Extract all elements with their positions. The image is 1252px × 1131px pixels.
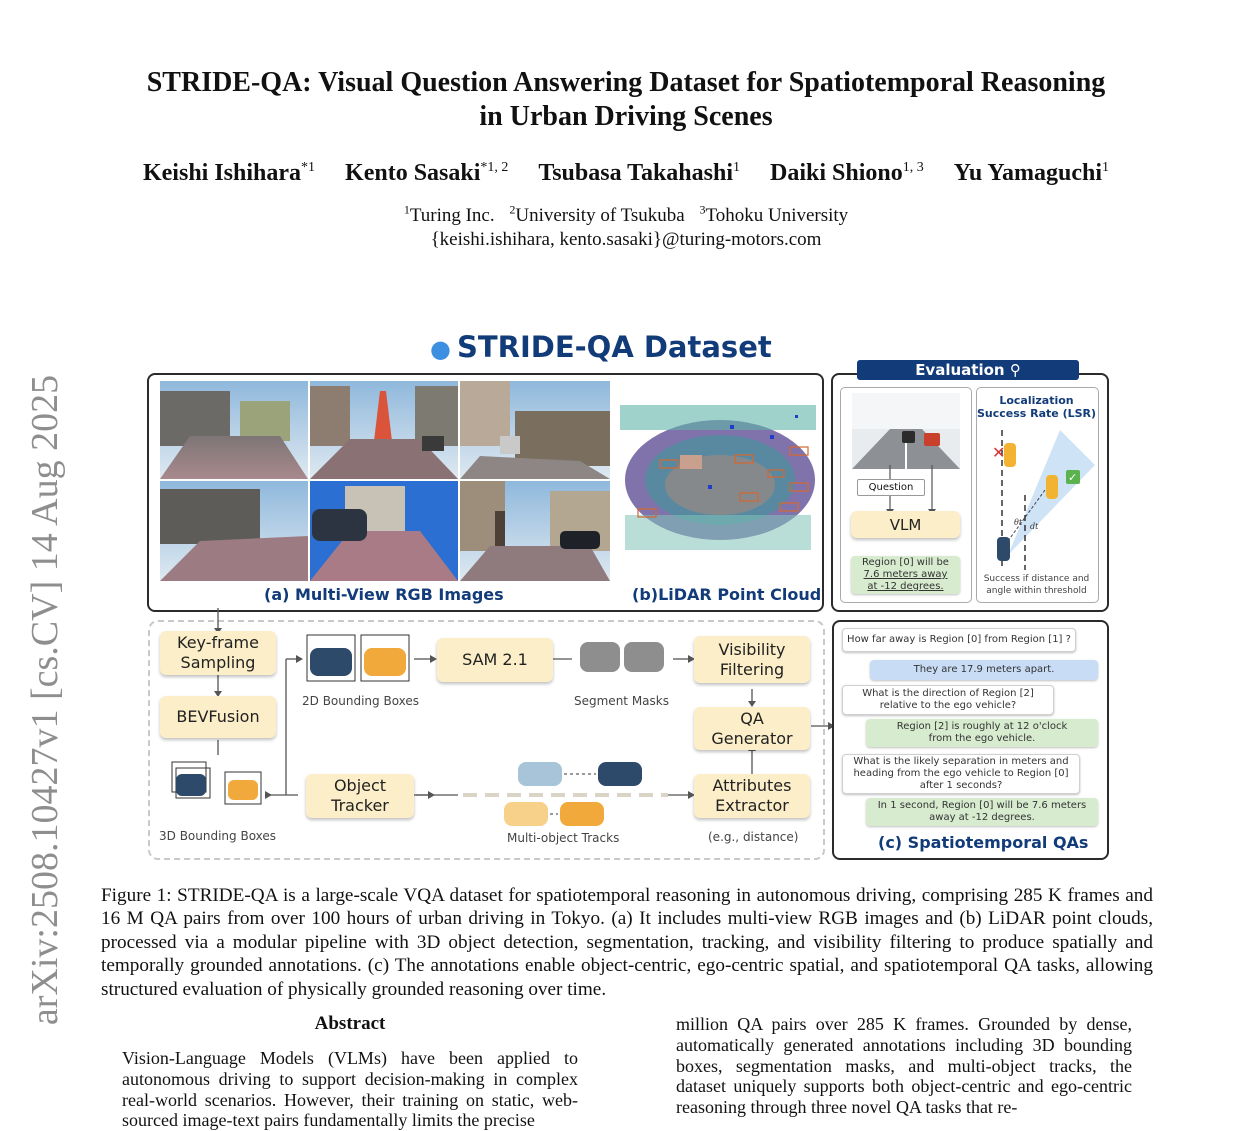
author: Kento Sasaki$^{*1, 2}$: [345, 160, 509, 186]
keyframe-sampling-box: Key-frame Sampling: [160, 631, 276, 675]
qa-answer: In 1 second, Region [0] will be 7.6 meters away at -12 degrees.: [866, 798, 1098, 826]
visibility-filtering-box: Visibility Filtering: [694, 636, 810, 683]
abstract-right-column: million QA pairs over 285 K frames. Grounded by dense, automatically generated annotations including 3D bounding boxes, segmentation masks, and multi-object tracks, the dataset uniquely supports both object-centric and ego-centric reasoning through three novel QA tasks that re-: [676, 1014, 1132, 1118]
title-line-2: in Urban Driving Scenes: [479, 101, 773, 132]
magnifier-icon: ⚲: [1009, 361, 1021, 379]
vlm-box: VLM: [851, 511, 960, 538]
multi-object-tracks: [500, 758, 650, 830]
evaluation-header: Evaluation ⚲: [857, 360, 1079, 380]
segment-mask-cars: [578, 636, 668, 676]
svg-text:✓: ✓: [1068, 471, 1078, 484]
lsr-title: Localization Success Rate (LSR): [976, 394, 1097, 420]
qa-generator-box: QA Generator: [694, 707, 810, 750]
bevfusion-box: BEVFusion: [160, 696, 276, 738]
multi-view-images: [160, 381, 610, 581]
theta-label: θt: [1014, 518, 1023, 527]
panel-c-label: (c) Spatiotemporal QAs: [878, 833, 1089, 852]
abstract-heading: Abstract: [314, 1013, 386, 1034]
camera-view-rear-left: [160, 481, 308, 581]
camera-view-front-left: [160, 381, 308, 479]
title-line-1: STRIDE-QA: Visual Question Answering Dataset for Spatiotemporal Reasoning: [146, 67, 1106, 98]
object-tracker-box: Object Tracker: [306, 774, 414, 818]
segment-masks-label: Segment Masks: [574, 694, 669, 708]
author: Keishi Ishihara$^{*1}$: [142, 160, 316, 186]
author-list: [0, 160, 1252, 187]
camera-view-front-right: [460, 381, 610, 479]
attributes-note: (e.g., distance): [708, 830, 799, 844]
bbox-2d-cars: [306, 634, 410, 682]
footprints-icon: ●: [430, 335, 451, 363]
figure-caption: Figure 1: STRIDE-QA is a large-scale VQA dataset for spatiotemporal reasoning in autonomous driving, comprising 285 K frames and 16 M QA pairs from over 100 hours of urban driving in Tokyo. (a) It includes multi-view RGB images and (b) LiDAR point clouds, processed via a modular pipeline with 3D object detection, segmentation, tracking, and visibility filtering to produce spatially and temporally grounded annotations. (c) The annotations enable object-centric, ego-centric spatial, and spatiotemporal QA tasks, allowing structured evaluation of physically grounded reasoning over time.: [101, 885, 1153, 1000]
figure-title: ● STRIDE-QA Dataset: [430, 330, 772, 364]
author: Yu Yamaguchi$^1$: [953, 160, 1110, 186]
tracks-label: Multi-object Tracks: [507, 831, 620, 845]
sam-box: SAM 2.1: [437, 638, 553, 682]
author: Tsubasa Takahashi$^1$: [538, 160, 741, 186]
qa-question: How far away is Region [0] from Region [1] ?: [842, 628, 1076, 652]
eval-road-image: [852, 393, 960, 469]
qa-question: What is the likely separation in meters and heading from the ego vehicle to Region [0] after 1 seconds?: [842, 754, 1080, 794]
affiliation: $^2$University of Tsukuba: [509, 203, 685, 227]
arxiv-stamp: arXiv:2508.10427v1 [cs.CV] 14 Aug 2025: [24, 374, 66, 1026]
distance-label: dt: [1030, 522, 1039, 531]
bbox-2d-label: 2D Bounding Boxes: [302, 694, 420, 708]
qa-answer: Region [2] is roughly at 12 o'clock from the ego vehicle.: [866, 719, 1098, 747]
camera-view-front: [310, 381, 458, 479]
camera-view-rear: [310, 481, 458, 581]
abstract-left-column: Vision-Language Models (VLMs) have been applied to autonomous driving to support decision-making in complex real-world scenarios. However, their training on static, web-sourced image-text pairs fundamentally limits the precise: [122, 1048, 578, 1131]
camera-view-rear-right: [460, 481, 610, 581]
paper-title: [0, 66, 1252, 134]
author: Daiki Shiono$^{1, 3}$: [770, 160, 924, 186]
affiliation: $^1$Turing Inc.: [403, 203, 495, 227]
qa-answer: They are 17.9 meters apart.: [870, 660, 1098, 680]
panel-a-label: (a) Multi-View RGB Images: [264, 585, 504, 604]
bbox-3d-label: 3D Bounding Boxes: [159, 829, 277, 843]
lsr-diagram: [980, 425, 1095, 570]
affiliations: [0, 198, 1252, 252]
qa-question: What is the direction of Region [2] relative to the ego vehicle?: [842, 685, 1054, 715]
lsr-note: Success if distance and angle within threshold: [983, 574, 1090, 596]
contact-email: {keishi.ishihara, kento.sasaki}@turing-motors.com: [430, 229, 822, 251]
affiliation: $^3$Tohoku University: [699, 203, 849, 227]
panel-b-label: (b)LiDAR Point Cloud: [632, 585, 822, 604]
bbox-3d-cars: [170, 758, 270, 808]
vlm-answer: Region [0] will be 7.6 meters away at -12 degrees.: [851, 556, 960, 594]
cross-icon: ✕: [992, 443, 1006, 462]
question-box: Question: [857, 479, 925, 496]
attributes-extractor-box: Attributes Extractor: [694, 774, 810, 818]
lidar-point-cloud: [620, 385, 816, 583]
